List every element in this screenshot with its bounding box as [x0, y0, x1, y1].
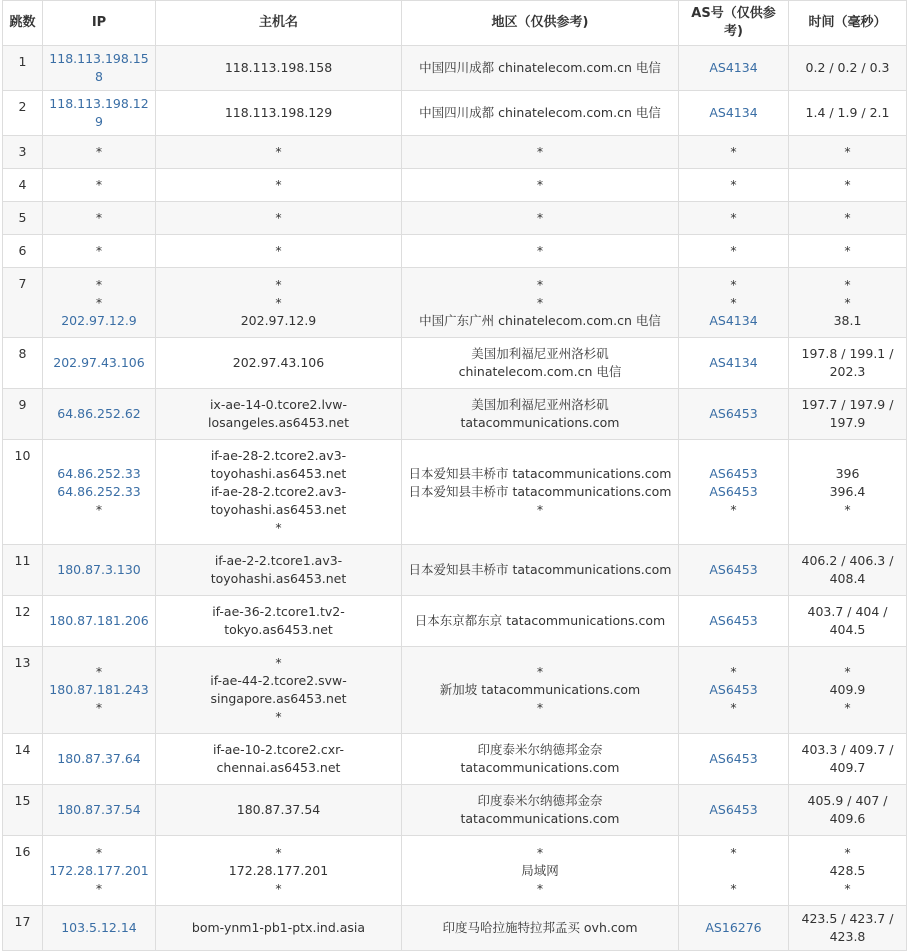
unknown-marker: *: [536, 700, 544, 715]
time-cell: [789, 906, 907, 951]
region-text: 中国四川成都 chinatelecom.com.cn 电信: [419, 105, 661, 120]
ip-link[interactable]: 64.86.252.33: [57, 484, 141, 499]
region-text: tatacommunications.com: [460, 760, 620, 775]
hostname-cell: [156, 440, 402, 545]
time-cell: [789, 785, 907, 836]
asn-cell: [679, 545, 789, 596]
hostname-cell: [156, 91, 402, 136]
unknown-marker: *: [536, 844, 544, 860]
unknown-marker: *: [536, 210, 544, 225]
time-text: 197.7 / 197.9 /: [801, 397, 894, 412]
hostname-text: if-ae-2-2.tcore1.av3-: [214, 553, 343, 568]
region-text: 日本东京都东京 tatacommunications.com: [414, 613, 666, 628]
unknown-marker: *: [95, 177, 103, 192]
unknown-marker: *: [844, 844, 851, 860]
hop-number: 8: [3, 338, 43, 389]
header-ip: IP: [43, 1, 156, 46]
table-row: [3, 338, 907, 389]
hop-number: 17: [3, 906, 43, 951]
unknown-marker: *: [275, 655, 282, 670]
asn-link[interactable]: AS6453: [709, 802, 758, 817]
ip-link[interactable]: 64.86.252.33: [57, 466, 141, 481]
unknown-marker: *: [536, 243, 544, 258]
time-text: 202.3: [829, 364, 866, 379]
unknown-marker: *: [730, 210, 737, 225]
traceroute-table: [2, 0, 907, 951]
asn-cell: [679, 596, 789, 647]
ip-cell: [43, 836, 156, 906]
time-text: 409.9: [829, 682, 866, 697]
ip-cell: [43, 268, 156, 338]
hostname-cell: [156, 338, 402, 389]
asn-link[interactable]: AS4134: [709, 312, 758, 328]
table-row: [3, 596, 907, 647]
region-text: 印度泰米尔纳德邦金奈: [477, 742, 603, 757]
asn-cell: [679, 235, 789, 268]
time-text: 409.6: [829, 811, 866, 826]
region-cell: [402, 389, 679, 440]
table-row: [3, 235, 907, 268]
header-hop: 跳数: [3, 1, 43, 46]
unknown-marker: *: [730, 664, 737, 679]
asn-cell: [679, 389, 789, 440]
unknown-marker: *: [730, 700, 737, 715]
region-cell: [402, 545, 679, 596]
hostname-cell: [156, 202, 402, 235]
region-cell: [402, 338, 679, 389]
time-cell: [789, 440, 907, 545]
unknown-marker: *: [536, 294, 544, 310]
unknown-marker: *: [730, 844, 737, 860]
ip-cell: [43, 647, 156, 734]
hostname-cell: [156, 136, 402, 169]
time-text: 405.9 / 407 /: [807, 793, 888, 808]
unknown-marker: *: [95, 700, 103, 715]
region-text: 美国加利福尼亚州洛杉矶: [471, 346, 609, 361]
unknown-marker: *: [730, 177, 737, 192]
hostname-text: singapore.as6453.net: [210, 691, 347, 706]
unknown-marker: *: [844, 880, 851, 896]
hop-number: 5: [3, 202, 43, 235]
hostname-text: losangeles.as6453.net: [208, 415, 349, 430]
ip-link[interactable]: 180.87.3.130: [57, 562, 141, 577]
asn-link[interactable]: AS4134: [709, 60, 758, 75]
unknown-marker: *: [275, 276, 282, 292]
hostname-text: 202.97.12.9: [240, 312, 317, 328]
region-cell: [402, 647, 679, 734]
hop-number: 11: [3, 545, 43, 596]
hostname-text: if-ae-36-2.tcore1.tv2-tokyo.as6453.net: [212, 604, 345, 637]
time-cell: [789, 545, 907, 596]
ip-link[interactable]: 118.113.198.158: [49, 51, 149, 84]
unknown-marker: *: [275, 177, 282, 192]
time-text: 38.1: [833, 312, 862, 328]
asn-link[interactable]: AS4134: [709, 355, 758, 370]
header-region: 地区（仅供参考): [402, 1, 679, 46]
hostname-text: if-ae-28-2.tcore2.av3-: [210, 484, 347, 499]
hostname-text: chennai.as6453.net: [216, 760, 341, 775]
hostname-text: 202.97.43.106: [232, 355, 325, 370]
table-row: [3, 836, 907, 906]
header-time: 时间（毫秒）: [789, 1, 907, 46]
time-text: 404.5: [829, 622, 866, 637]
time-text: 423.5 / 423.7 /: [801, 911, 894, 926]
table-row: [3, 202, 907, 235]
unknown-marker: *: [95, 276, 103, 292]
asn-link[interactable]: AS6453: [709, 466, 758, 481]
unknown-marker: *: [536, 177, 544, 192]
ip-cell: [43, 338, 156, 389]
time-cell: [789, 235, 907, 268]
time-cell: [789, 136, 907, 169]
time-text: 197.9: [829, 415, 866, 430]
asn-cell: [679, 338, 789, 389]
region-cell: [402, 268, 679, 338]
time-text: 197.8 / 199.1 /: [801, 346, 894, 361]
unknown-marker: *: [730, 502, 737, 517]
table-row: [3, 545, 907, 596]
ip-cell: [43, 734, 156, 785]
hostname-cell: [156, 545, 402, 596]
ip-cell: [43, 906, 156, 951]
asn-cell: [679, 647, 789, 734]
region-text: 中国四川成都 chinatelecom.com.cn 电信: [419, 60, 661, 75]
hostname-text: ix-ae-14-0.tcore2.lvw-: [209, 397, 348, 412]
ip-cell: [43, 389, 156, 440]
ip-link[interactable]: 180.87.181.243: [49, 682, 149, 697]
asn-link[interactable]: AS4134: [709, 105, 758, 120]
unknown-marker: *: [95, 880, 103, 896]
hop-number: 14: [3, 734, 43, 785]
unknown-marker: *: [536, 664, 544, 679]
table-row: [3, 647, 907, 734]
unknown-marker: *: [275, 709, 282, 724]
table-row: [3, 91, 907, 136]
region-cell: [402, 169, 679, 202]
unknown-marker: *: [536, 144, 544, 159]
hop-number: 6: [3, 235, 43, 268]
hostname-text: if-ae-10-2.tcore2.cxr-: [213, 742, 344, 757]
hostname-text: 172.28.177.201: [228, 862, 329, 878]
hop-number: 9: [3, 389, 43, 440]
table-row: [3, 136, 907, 169]
table-header-row: [3, 1, 907, 46]
unknown-marker: *: [844, 294, 851, 310]
hostname-text: 180.87.37.54: [236, 802, 321, 817]
region-text: 印度马哈拉施特拉邦孟买 ovh.com: [442, 920, 638, 935]
ip-link[interactable]: 202.97.43.106: [53, 355, 145, 370]
time-cell: [789, 596, 907, 647]
table-body: [3, 46, 907, 951]
unknown-marker: *: [275, 210, 282, 225]
region-text: 日本爱知县丰桥市 tatacommunications.com: [408, 484, 672, 499]
unknown-marker: *: [95, 210, 103, 225]
unknown-marker: *: [844, 502, 851, 517]
ip-link[interactable]: 180.87.37.54: [57, 802, 141, 817]
unknown-marker: *: [95, 144, 103, 159]
asn-cell: [679, 202, 789, 235]
table-row: [3, 268, 907, 338]
ip-cell: [43, 202, 156, 235]
unknown-marker: *: [730, 276, 737, 292]
hop-number: 10: [3, 440, 43, 545]
hop-number: 1: [3, 46, 43, 91]
asn-link[interactable]: AS6453: [709, 751, 758, 766]
asn-cell: [679, 91, 789, 136]
hostname-cell: [156, 734, 402, 785]
asn-cell: [679, 734, 789, 785]
hostname-text: if-ae-44-2.tcore2.svw-: [210, 673, 347, 688]
ip-link[interactable]: 64.86.252.62: [57, 406, 141, 421]
unknown-marker: *: [844, 177, 851, 192]
asn-cell: [679, 836, 789, 906]
time-text: 403.3 / 409.7 /: [801, 742, 894, 757]
unknown-marker: *: [844, 144, 851, 159]
hostname-text: toyohashi.as6453.net: [210, 466, 347, 481]
hostname-text: 118.113.198.129: [224, 105, 333, 120]
table-row: [3, 389, 907, 440]
hostname-cell: [156, 647, 402, 734]
unknown-marker: *: [275, 243, 282, 258]
time-cell: [789, 169, 907, 202]
region-cell: [402, 906, 679, 951]
unknown-marker: *: [844, 210, 851, 225]
hostname-text: toyohashi.as6453.net: [210, 571, 347, 586]
unknown-marker: *: [844, 243, 851, 258]
unknown-marker: *: [275, 144, 282, 159]
asn-cell: [679, 169, 789, 202]
ip-cell: [43, 91, 156, 136]
asn-cell: [679, 136, 789, 169]
hop-number: 16: [3, 836, 43, 906]
hostname-cell: [156, 596, 402, 647]
time-cell: [789, 91, 907, 136]
hop-number: 12: [3, 596, 43, 647]
region-cell: [402, 836, 679, 906]
asn-link[interactable]: AS6453: [709, 562, 758, 577]
unknown-marker: *: [844, 700, 851, 715]
unknown-marker: *: [95, 844, 103, 860]
time-text: 403.7 / 404 /: [807, 604, 888, 619]
region-cell: [402, 202, 679, 235]
unknown-marker: *: [275, 880, 282, 896]
time-cell: [789, 46, 907, 91]
unknown-marker: *: [536, 502, 544, 517]
table-row: [3, 169, 907, 202]
asn-link[interactable]: AS6453: [709, 484, 758, 499]
ip-link[interactable]: 202.97.12.9: [61, 312, 137, 328]
region-text: chinatelecom.com.cn 电信: [458, 364, 622, 379]
hostname-cell: [156, 46, 402, 91]
region-cell: [402, 440, 679, 545]
hop-number: 2: [3, 91, 43, 136]
ip-cell: [43, 785, 156, 836]
time-text: 423.8: [829, 929, 866, 944]
hostname-cell: [156, 169, 402, 202]
region-text: 日本爱知县丰桥市 tatacommunications.com: [408, 562, 672, 577]
asn-cell: [679, 268, 789, 338]
time-cell: [789, 268, 907, 338]
region-cell: [402, 46, 679, 91]
time-cell: [789, 389, 907, 440]
table-row: [3, 734, 907, 785]
ip-link[interactable]: 172.28.177.201: [49, 862, 149, 878]
hop-number: 7: [3, 268, 43, 338]
unknown-marker: *: [730, 144, 737, 159]
unknown-marker: *: [275, 520, 282, 535]
hostname-text: if-ae-28-2.tcore2.av3-: [210, 448, 347, 463]
region-cell: [402, 785, 679, 836]
time-text: 409.7: [829, 760, 866, 775]
region-text: 中国广东广州 chinatelecom.com.cn 电信: [419, 312, 661, 328]
time-text: 408.4: [829, 571, 866, 586]
region-text: 局域网: [521, 862, 559, 878]
header-hostname: 主机名: [156, 1, 402, 46]
region-text: 印度泰米尔纳德邦金奈: [477, 793, 603, 808]
ip-cell: [43, 440, 156, 545]
unknown-marker: *: [844, 276, 851, 292]
hostname-cell: [156, 389, 402, 440]
asn-link: [683, 862, 784, 880]
table-row: [3, 906, 907, 951]
ip-cell: [43, 596, 156, 647]
time-cell: [789, 338, 907, 389]
time-cell: [789, 734, 907, 785]
unknown-marker: *: [95, 664, 103, 679]
ip-link[interactable]: 118.113.198.129: [49, 96, 149, 129]
ip-link[interactable]: 103.5.12.14: [61, 920, 137, 935]
table-row: [3, 46, 907, 91]
hostname-cell: [156, 906, 402, 951]
unknown-marker: *: [275, 294, 282, 310]
unknown-marker: *: [536, 276, 544, 292]
ip-cell: [43, 136, 156, 169]
asn-cell: [679, 440, 789, 545]
unknown-marker: *: [95, 502, 103, 517]
region-cell: [402, 235, 679, 268]
time-text: 0.2 / 0.2 / 0.3: [805, 60, 890, 75]
region-cell: [402, 91, 679, 136]
unknown-marker: *: [730, 294, 737, 310]
hop-number: 4: [3, 169, 43, 202]
unknown-marker: *: [844, 664, 851, 679]
header-asn: AS号（仅供参考): [679, 1, 789, 46]
asn-link[interactable]: AS16276: [705, 920, 762, 935]
unknown-marker: *: [730, 880, 737, 896]
hop-number: 3: [3, 136, 43, 169]
unknown-marker: *: [95, 294, 103, 310]
hostname-text: 118.113.198.158: [224, 60, 333, 75]
time-cell: [789, 836, 907, 906]
unknown-marker: *: [95, 243, 103, 258]
region-cell: [402, 734, 679, 785]
ip-cell: [43, 235, 156, 268]
ip-cell: [43, 169, 156, 202]
time-cell: [789, 647, 907, 734]
asn-cell: [679, 785, 789, 836]
time-text: 406.2 / 406.3 /: [801, 553, 894, 568]
unknown-marker: *: [536, 880, 544, 896]
table-row: [3, 785, 907, 836]
region-text: tatacommunications.com: [460, 811, 620, 826]
hostname-cell: [156, 785, 402, 836]
ip-link[interactable]: 180.87.181.206: [49, 613, 149, 628]
asn-cell: [679, 906, 789, 951]
time-text: 396: [835, 466, 860, 481]
hostname-cell: [156, 836, 402, 906]
ip-cell: [43, 545, 156, 596]
hostname-cell: [156, 268, 402, 338]
asn-link[interactable]: AS6453: [709, 613, 758, 628]
unknown-marker: *: [275, 844, 282, 860]
ip-cell: [43, 46, 156, 91]
hostname-cell: [156, 235, 402, 268]
time-text: 428.5: [829, 862, 866, 878]
region-text: tatacommunications.com: [460, 415, 620, 430]
time-cell: [789, 202, 907, 235]
asn-cell: [679, 46, 789, 91]
hostname-text: bom-ynm1-pb1-ptx.ind.asia: [191, 920, 366, 935]
asn-link[interactable]: AS6453: [709, 406, 758, 421]
time-text: 1.4 / 1.9 / 2.1: [805, 105, 890, 120]
hop-number: 13: [3, 647, 43, 734]
hostname-text: toyohashi.as6453.net: [210, 502, 347, 517]
asn-link[interactable]: AS6453: [709, 682, 758, 697]
region-text: 日本爱知县丰桥市 tatacommunications.com: [408, 466, 672, 481]
region-cell: [402, 136, 679, 169]
region-cell: [402, 596, 679, 647]
hop-number: 15: [3, 785, 43, 836]
unknown-marker: *: [730, 243, 737, 258]
region-text: 新加坡 tatacommunications.com: [439, 682, 641, 697]
ip-link[interactable]: 180.87.37.64: [57, 751, 141, 766]
table-row: [3, 440, 907, 545]
region-text: 美国加利福尼亚州洛杉矶: [471, 397, 609, 412]
time-text: 396.4: [829, 484, 866, 499]
